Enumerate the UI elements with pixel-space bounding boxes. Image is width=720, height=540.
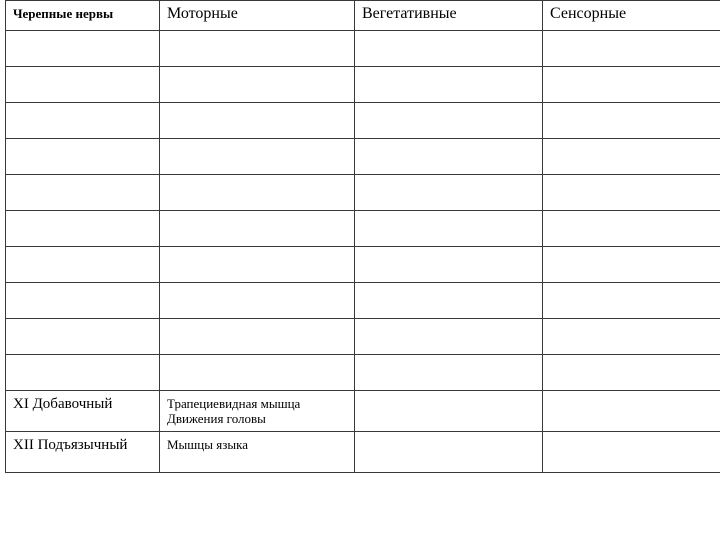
cell-vegetative: [355, 391, 543, 432]
cell-sensory: [543, 391, 720, 432]
table-cell: [543, 247, 720, 283]
table-cell: [6, 31, 160, 67]
table-cell: [543, 175, 720, 211]
motor-line: Движения головы: [167, 411, 266, 426]
table-cell: [6, 247, 160, 283]
table-row: [6, 139, 720, 175]
table-cell: [543, 103, 720, 139]
table-cell: [355, 175, 543, 211]
table-cell: [6, 67, 160, 103]
table-row: [6, 103, 720, 139]
header-sensory: Сенсорные: [543, 1, 720, 31]
table-cell: [355, 211, 543, 247]
table-cell: [355, 103, 543, 139]
table-cell: [6, 283, 160, 319]
table-row: [6, 355, 720, 391]
cell-motor: [160, 432, 355, 473]
table-cell: [543, 355, 720, 391]
table-row: [6, 283, 720, 319]
table-row: [6, 319, 720, 355]
table-cell: [6, 355, 160, 391]
table-row: [6, 175, 720, 211]
table-cell: [6, 139, 160, 175]
table-cell: [160, 283, 355, 319]
header-motor: Моторные: [160, 1, 355, 31]
header-vegetative: Вегетативные: [355, 1, 543, 31]
table-cell: [160, 31, 355, 67]
table-cell: [6, 175, 160, 211]
motor-line: Мышцы языка: [167, 437, 248, 452]
table-cell: [160, 103, 355, 139]
table-row-hypoglossal-nerve: [6, 432, 720, 473]
table-cell: [543, 283, 720, 319]
table-cell: [160, 355, 355, 391]
table-cell: [355, 139, 543, 175]
table-cell: [543, 139, 720, 175]
cell-motor: [160, 391, 355, 432]
table-cell: [543, 211, 720, 247]
cell-sensory: [543, 432, 720, 473]
table-cell: [355, 283, 543, 319]
table-cell: [160, 247, 355, 283]
table-cell: [6, 211, 160, 247]
cell-vegetative: [355, 432, 543, 473]
table-row-accessory-nerve: [6, 391, 720, 432]
table-cell: [6, 103, 160, 139]
table-cell: [355, 31, 543, 67]
header-row: [6, 1, 720, 31]
table-row: [6, 67, 720, 103]
table-cell: [355, 355, 543, 391]
table-cell: [160, 319, 355, 355]
table-cell: [355, 319, 543, 355]
motor-line: Трапециевидная мышца: [167, 396, 301, 411]
cranial-nerves-table: [5, 0, 720, 473]
table-cell: [355, 67, 543, 103]
table-row: [6, 211, 720, 247]
table-row: [6, 247, 720, 283]
table-cell: [543, 319, 720, 355]
table-cell: [160, 211, 355, 247]
table-cell: [160, 139, 355, 175]
table-cell: [355, 247, 543, 283]
table-cell: [543, 31, 720, 67]
header-cranial-nerves: Черепные нервы: [6, 1, 160, 31]
table-cell: [160, 175, 355, 211]
cell-nerve-name: XI Добавочный: [6, 391, 160, 432]
table-cell: [6, 319, 160, 355]
table-cell: [543, 67, 720, 103]
table-row: [6, 31, 720, 67]
cell-nerve-name: XII Подъязычный: [6, 432, 160, 473]
table-cell: [160, 67, 355, 103]
